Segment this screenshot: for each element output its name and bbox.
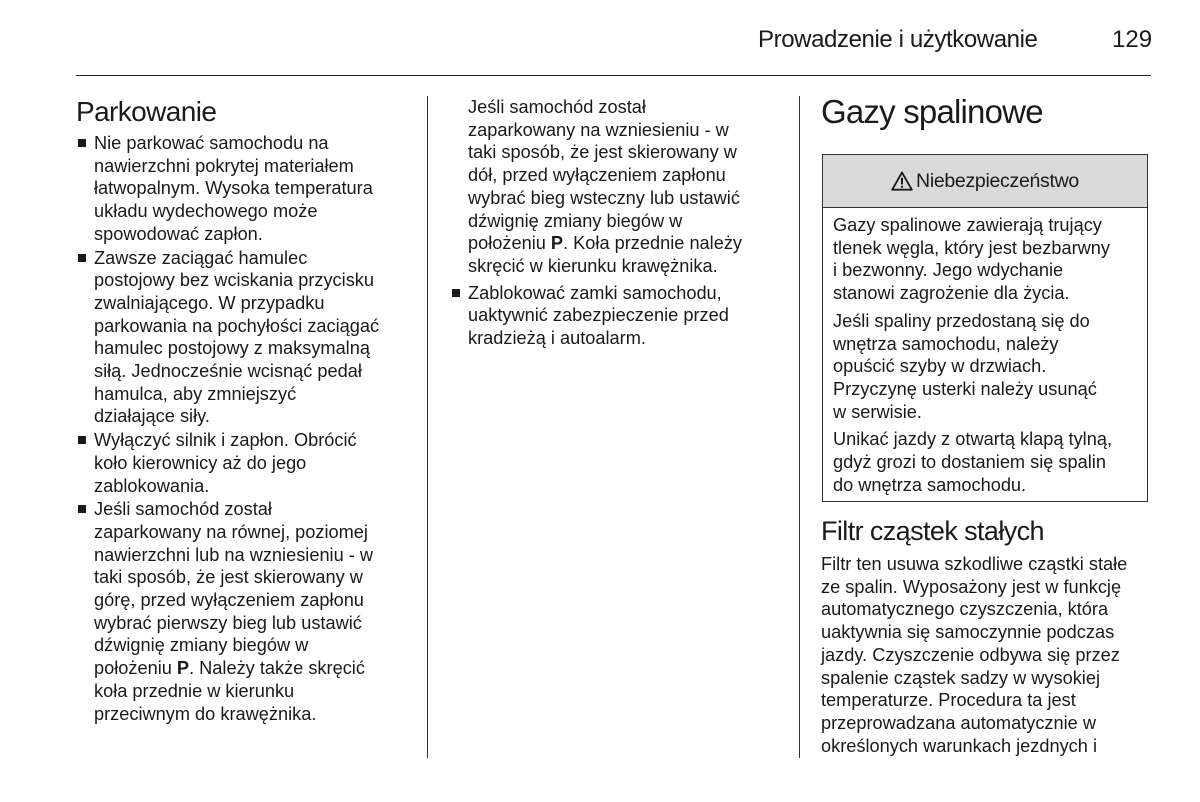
page-number: 129 — [1112, 26, 1153, 53]
list-item: Zablokować zamki samochodu, uaktywnić zabezpieczenie przed kradzieżą i autoalarm. — [450, 282, 790, 350]
header-rule — [76, 75, 1151, 76]
warning-triangle-icon — [891, 171, 913, 191]
list-item: Wyłączyć silnik i zapłon. Obrócić koło kierownicy aż do jego zablokowania. — [76, 429, 421, 497]
section-title-filtr: Filtr cząstek stałych — [821, 516, 1044, 546]
section-title-gazy: Gazy spalinowe — [821, 93, 1043, 130]
column-left — [76, 96, 421, 726]
list-item-text: Jeśli samochód został zaparkowany na równej, poziomej nawierzchni lub na wzniesieniu - w taki sposób, że jest skierowany w górę, przed wyłączeniem zapłonu wybrać pierwszy bieg lub ustawić dźwignię zmiany biegów w położeniu — [94, 499, 374, 679]
column-divider-left — [427, 96, 428, 758]
warning-paragraph: Jeśli spaliny przedostaną się do wnętrza samochodu, należy opuścić szyby w drzwiach. Przyczynę usterki należy usunąć w serwisie. — [833, 310, 1097, 422]
parking-bullet-list — [76, 132, 421, 725]
paragraph-text: . Koła przednie należy skręcić w kierunku krawężnika. — [468, 233, 743, 276]
paragraph-text: Jeśli samochód został zaparkowany na wzniesieniu - w taki sposób, że jest skierowany w dół, przed wyłączeniem zapłonu wybrać bieg wsteczny lub ustawić dźwignię zmiany biegów w położeniu — [468, 97, 740, 254]
warning-paragraph: Gazy spalinowe zawierają trujący tlenek węgla, który jest bezbarwny i bezwonny. Jego wdychanie stanowi zagrożenie dla życia. — [833, 215, 1110, 304]
list-item — [76, 498, 421, 725]
danger-warning-box — [822, 154, 1148, 502]
warning-header — [823, 155, 1147, 208]
gear-position-label: P — [550, 233, 564, 254]
continuation-paragraph — [450, 96, 790, 278]
column-divider-right — [799, 96, 800, 758]
column-middle — [450, 96, 790, 351]
warning-body — [823, 208, 1147, 496]
warning-title: Niebezpieczeństwo — [916, 169, 1079, 192]
list-item-text: . Należy także skręcić koła przednie w kierunku przeciwnym do krawężnika. — [94, 658, 365, 724]
gear-position-label: P — [176, 658, 190, 679]
section-title-parkowanie: Parkowanie — [76, 96, 217, 127]
middle-bullet-list — [450, 282, 790, 350]
list-item: Zawsze zaciągać hamulec postojowy bez wciskania przycisku zwalniającego. W przypadku parkowania na pochyłości zaciągać hamulec postojowy z maksymalną siłą. Jednocześnie wcisnąć pedał hamulca, aby zmniejszyć działające siły. — [76, 247, 421, 429]
warning-paragraph: Unikać jazdy z otwartą klapą tylną, gdyż grozi to dostaniem się spalin do wnętrza samochodu. — [833, 429, 1113, 495]
filter-paragraph: Filtr ten usuwa szkodliwe cząstki stałe ze spalin. Wyposażony jest w funkcję automatycznego czyszczenia, która uaktywnia się samoczynnie podczas jazdy. Czyszczenie odbywa się przez spalenie cząstek sadzy w wysokiej temperaturze. Procedura ta jest przeprowadzana automatycznie w określonych warunkach jezdnych i — [821, 554, 1128, 756]
running-header-title: Prowadzenie i użytkowanie — [758, 26, 1038, 53]
list-item: Nie parkować samochodu na nawierzchni pokrytej materiałem łatwopalnym. Wysoka temperatura układu wydechowego może spowodować zapłon. — [76, 132, 421, 246]
